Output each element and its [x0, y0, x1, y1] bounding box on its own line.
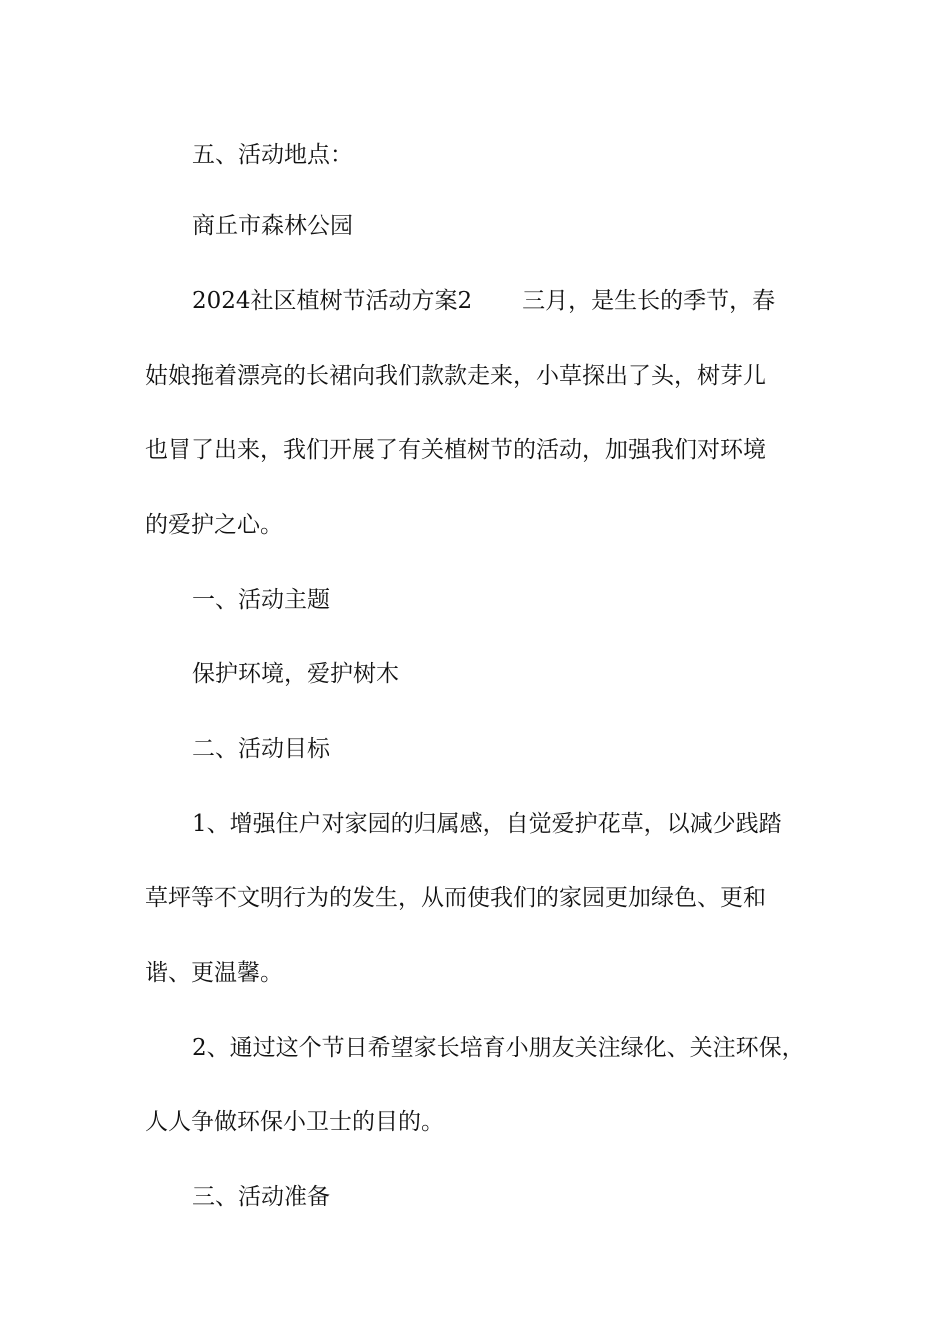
plan-intro-line-3: 也冒了出来，我们开展了有关植树节的活动，加强我们对环境 — [145, 437, 766, 463]
goal-2-line-2: 人人争做环保小卫士的目的。 — [145, 1109, 444, 1135]
goal-2-line-1: 2、通过这个节日希望家长培育小朋友关注绿化、关注环保， — [192, 1035, 805, 1061]
goal-1-line-3: 谐、更温馨。 — [145, 960, 283, 986]
plan-title: 2024社区植树节活动方案2 — [192, 288, 473, 314]
section-heading-goals: 二、活动目标 — [192, 736, 330, 762]
section-heading-preparation: 三、活动准备 — [192, 1184, 330, 1210]
plan-intro-line-1 — [145, 264, 825, 339]
theme-text: 保护环境，爱护树木 — [192, 661, 399, 687]
plan-intro-line-2: 姑娘拖着漂亮的长裙向我们款款走来，小草探出了头，树芽儿 — [145, 363, 766, 389]
location-text: 商丘市森林公园 — [192, 213, 353, 239]
goal-1-line-1: 1、增强住户对家园的归属感，自觉爱护花草，以减少践踏 — [192, 811, 782, 837]
section-heading-theme: 一、活动主题 — [192, 587, 330, 613]
plan-intro-text: 三月，是生长的季节，春 — [522, 288, 776, 314]
section-heading-location: 五、活动地点： — [192, 142, 353, 168]
plan-intro-line-4: 的爱护之心。 — [145, 512, 283, 538]
goal-1-line-2: 草坪等不文明行为的发生，从而使我们的家园更加绿色、更和 — [145, 885, 766, 911]
